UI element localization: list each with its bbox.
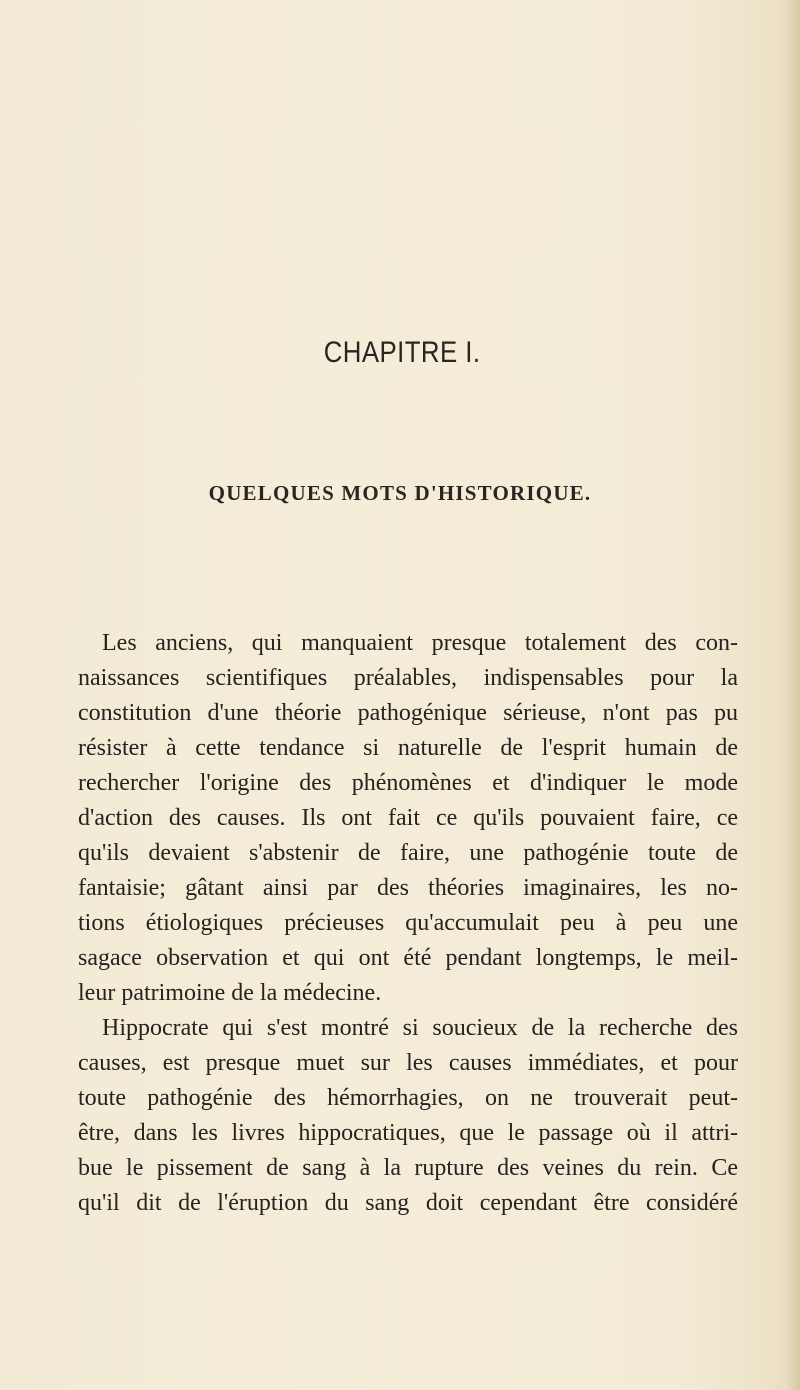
text-line: bue le pissement de sang à la rupture des veines du rein. Ce: [78, 1155, 738, 1181]
body-text: [78, 626, 738, 1221]
text-line: fantaisie; gâtant ainsi par des théories imaginaires, les no-: [78, 875, 738, 901]
text-line: qu'ils devaient s'abstenir de faire, une pathogénie toute de: [78, 840, 738, 866]
text-line: constitution d'une théorie pathogénique sérieuse, n'ont pas pu: [78, 700, 738, 726]
text-line: Hippocrate qui s'est montré si soucieux de la recherche des: [102, 1015, 738, 1041]
section-title: QUELQUES MOTS D'HISTORIQUE.: [208, 481, 592, 505]
chapter-title: CHAPITRE I.: [323, 336, 481, 369]
text-line: toute pathogénie des hémorrhagies, on ne trouverait peut-: [78, 1085, 738, 1111]
text-line: sagace observation et qui ont été pendant longtemps, le meil-: [78, 945, 738, 971]
text-line: leur patrimoine de la médecine.: [78, 980, 382, 1006]
text-line: Les anciens, qui manquaient presque totalement des con-: [102, 630, 738, 656]
text-line: tions étiologiques précieuses qu'accumulait peu à peu une: [78, 910, 738, 936]
text-line: naissances scientifiques préalables, indispensables pour la: [78, 665, 738, 691]
page-edge-shadow: [786, 0, 800, 1390]
text-line: qu'il dit de l'éruption du sang doit cependant être considéré: [78, 1190, 738, 1216]
text-line: d'action des causes. Ils ont fait ce qu'ils pouvaient faire, ce: [78, 805, 738, 831]
text-line: résister à cette tendance si naturelle de l'esprit humain de: [78, 735, 738, 761]
text-line: causes, est presque muet sur les causes immédiates, et pour: [78, 1050, 738, 1076]
text-line: être, dans les livres hippocratiques, que le passage où il attri-: [78, 1120, 738, 1146]
text-line: rechercher l'origine des phénomènes et d'indiquer le mode: [78, 770, 738, 796]
